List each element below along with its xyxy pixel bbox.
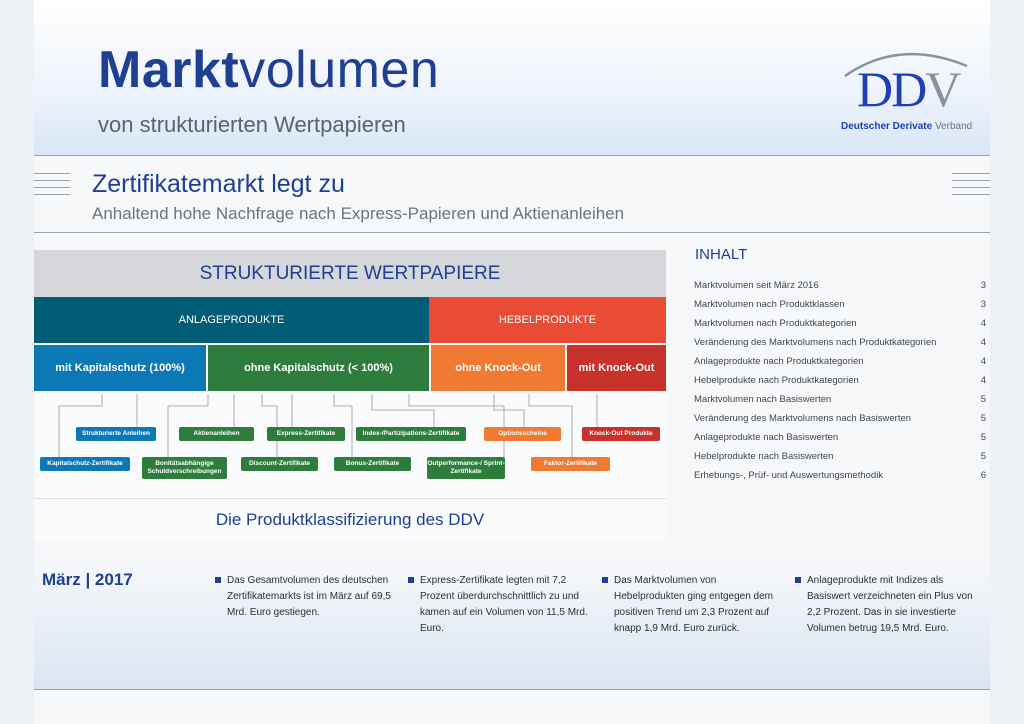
report-date: März | 2017	[42, 570, 133, 589]
logo-caption-main: Deutscher Derivate	[841, 121, 933, 132]
bullet-square-icon	[795, 577, 801, 583]
header-banner	[34, 0, 990, 155]
toc-item-page: 5	[980, 451, 986, 462]
category-hebelprodukte: HEBELPRODUKTE	[429, 297, 666, 343]
summary-footer	[34, 555, 990, 690]
classification-diagram	[34, 250, 666, 540]
toc-item[interactable]	[694, 356, 986, 367]
category-anlageprodukte: ANLAGEPRODUKTE	[34, 297, 429, 343]
toc-item[interactable]	[694, 394, 986, 405]
bullet-square-icon	[602, 577, 608, 583]
toc-item-page: 6	[980, 470, 986, 481]
product-discount-zertifikate: Discount-Zertifikate	[241, 457, 318, 471]
product-index-partizipations-zertifikate: Index-/Partizipations-Zertifikate	[356, 427, 466, 441]
logo-letters-v: V	[925, 61, 960, 117]
divider-line	[952, 173, 990, 174]
divider-line	[34, 187, 70, 188]
report-page	[34, 0, 990, 724]
toc-item-page: 5	[980, 413, 986, 424]
toc-item-label: Anlageprodukte nach Basiswerten	[694, 432, 839, 443]
toc-item-page: 4	[980, 318, 986, 329]
divider-line	[952, 187, 990, 188]
subcategory-mit-knockout: mit Knock-Out	[567, 345, 666, 391]
logo-caption-grey: Verband	[934, 121, 973, 132]
product-express-zertifikate: Express-Zertifikate	[267, 427, 345, 441]
subcategory-ohne-knockout: ohne Knock-Out	[431, 345, 565, 391]
divider-line	[952, 194, 990, 195]
toc-item[interactable]	[694, 432, 986, 443]
product-optionsscheine: Optionsscheine	[484, 427, 561, 441]
summary-bullet	[807, 573, 977, 637]
toc-item-label: Hebelprodukte nach Basiswerten	[694, 451, 834, 462]
toc-item[interactable]	[694, 413, 986, 424]
summary-bullet-text: Anlageprodukte mit Indizes als Basiswert verzeichneten ein Plus von 2,2 Prozent. Das in sie investierte Volumen betrug 19,5 Mrd. Euro.	[807, 575, 973, 634]
summary-bullet-text: Express-Zertifikate legten mit 7,2 Prozent überdurchschnittlich zu und kamen auf ein Volumen von 11,5 Mrd. Euro.	[420, 575, 588, 634]
bullet-square-icon	[215, 577, 221, 583]
divider-line	[34, 173, 70, 174]
summary-bullet	[420, 573, 590, 637]
toc-item-page: 4	[980, 356, 986, 367]
logo-letters-dd: DD	[857, 61, 926, 117]
summary-bullet	[227, 573, 397, 621]
toc-item-label: Marktvolumen nach Basiswerten	[694, 394, 832, 405]
subcategory-ohne-kapitalschutz: ohne Kapitalschutz (< 100%)	[208, 345, 429, 391]
divider-line	[34, 180, 70, 181]
toc-item-page: 5	[980, 432, 986, 443]
toc-item-page: 3	[980, 299, 986, 310]
product-outperformance-sprint-zertifikate: Outperformance-/ Sprint-Zertifikate	[427, 457, 505, 479]
product-aktienanleihen: Aktienanleihen	[179, 427, 254, 441]
divider-line	[952, 180, 990, 181]
summary-bullet	[614, 573, 784, 637]
toc-item[interactable]	[694, 318, 986, 329]
toc-item[interactable]	[694, 470, 986, 481]
toc-item-label: Marktvolumen nach Produktklassen	[694, 299, 845, 310]
diagram-title: STRUKTURIERTE WERTPAPIERE	[34, 250, 666, 297]
toc-item-label: Marktvolumen seit März 2016	[694, 280, 819, 291]
product-strukturierte-anleihen: Strukturierte Anleihen	[76, 427, 156, 441]
toc-item[interactable]	[694, 451, 986, 462]
toc-item-label: Marktvolumen nach Produktkategorien	[694, 318, 857, 329]
toc-item[interactable]	[694, 375, 986, 386]
connector-lines	[34, 391, 666, 496]
subcategory-kapitalschutz: mit Kapitalschutz (100%)	[34, 345, 206, 391]
ddv-logo	[839, 48, 974, 138]
toc-item-page: 4	[980, 337, 986, 348]
toc-item[interactable]	[694, 337, 986, 348]
toc-item[interactable]	[694, 280, 986, 291]
diagram-caption: Die Produktklassifizierung des DDV	[34, 498, 666, 541]
toc-item-label: Hebelprodukte nach Produktkategorien	[694, 375, 859, 386]
subheadline: Anhaltend hohe Nachfrage nach Express-Papieren und Aktienanleihen	[92, 204, 625, 223]
product-bonus-zertifikate: Bonus-Zertifikate	[334, 457, 411, 471]
headline: Zertifikatemarkt legt zu	[92, 170, 345, 198]
product-bonitaetsabhaengige-schuldverschreibungen: Bonitätsabhängige Schuldverschreibungen	[142, 457, 227, 479]
toc-item-page: 3	[980, 280, 986, 291]
toc-item-page: 4	[980, 375, 986, 386]
title-bold: Markt	[98, 41, 240, 99]
logo-letters	[857, 61, 960, 117]
toc-item-label: Erhebungs-, Prüf- und Auswertungsmethodik	[694, 470, 884, 481]
toc-item[interactable]	[694, 299, 986, 310]
page-subtitle: von strukturierten Wertpapieren	[98, 112, 406, 137]
page-title	[98, 41, 440, 99]
product-kapitalschutz-zertifikate: Kapitalschutz-Zertifikate	[40, 457, 130, 471]
product-faktor-zertifikate: Faktor-Zertifikate	[531, 457, 610, 471]
summary-bullet-text: Das Marktvolumen von Hebelprodukten ging entgegen dem positiven Trend um 2,3 Prozent auf knapp 1,9 Mrd. Euro zurück.	[614, 575, 774, 634]
summary-bullet-text: Das Gesamtvolumen des deutschen Zertifikatemarkts ist im März auf 69,5 Mrd. Euro gestiegen.	[227, 575, 391, 618]
divider-top	[34, 155, 990, 156]
divider-line	[34, 194, 70, 195]
toc-item-page: 5	[980, 394, 986, 405]
title-light: volumen	[239, 41, 440, 99]
toc-item-label: Veränderung des Marktvolumens nach Basiswerten	[694, 413, 912, 424]
product-knock-out-produkte: Knock-Out Produkte	[582, 427, 660, 441]
divider-middle	[34, 232, 990, 233]
toc-item-label: Veränderung des Marktvolumens nach Produktkategorien	[694, 337, 937, 348]
toc-title: INHALT	[695, 246, 748, 263]
bullet-square-icon	[408, 577, 414, 583]
divider-bottom	[34, 689, 990, 690]
toc-item-label: Anlageprodukte nach Produktkategorien	[694, 356, 864, 367]
logo-caption	[841, 121, 972, 132]
